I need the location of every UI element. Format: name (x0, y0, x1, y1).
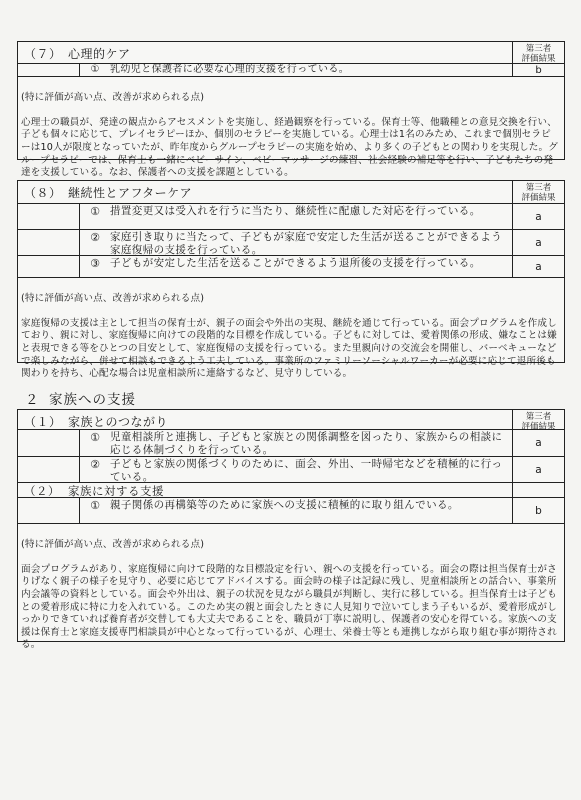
section-7-header (18, 42, 512, 63)
section-2-title: 家族への支援 (49, 392, 136, 408)
criterion-text: 乳幼児と保護者に必要な心理的支援を行っている。 (110, 64, 350, 75)
eval-result: a (512, 230, 564, 255)
eval-result: a (512, 430, 564, 456)
eval-header: 第三者 評価結果 (512, 181, 564, 203)
eval-result: a (512, 204, 564, 229)
section-8-number: （８） (24, 186, 62, 200)
criterion-number: ① (90, 64, 100, 75)
comment-body: 面会プログラムがあり、家庭復帰に向けて段階的な目標設定を行い、親への支援を行っている。面会の際は担当保育士がさりげなく親子の様子を見守り、必要に応じてアドバイスする。面会時の様子は記録に残し、児童相談所との話合い、事業所内会議等の資料としている。面会や外出は、親子の状況を見ながら職員が判断し、実行に移している。担当保育士は子どもとの愛着形成に特に力を入れている。このため実の親と面会したときに人見知りで泣いてしまう子もいるが、愛着形成がしっかりできていれば養育者が交替しても大丈夫であることを、職員が丁寧に説明し、保護者の安心を得ている。家族への支援は保育士と家庭支援専門相談員が中心となって行っているが、心理士、栄養士等とも連携しながら取り組む事が期待される。 (21, 563, 557, 651)
criterion-number: ② (90, 231, 100, 244)
section-8-table (17, 180, 565, 380)
comment-heading: (特に評価が高い点、改善が求められる点) (21, 292, 205, 304)
eval-result: a (512, 457, 564, 482)
criterion-row (18, 457, 512, 482)
criterion-row (18, 64, 512, 76)
eval-result: b (512, 498, 564, 523)
criterion-text: 子どもが安定した生活を送ることができるよう退所後の支援を行っている。 (110, 257, 481, 269)
criterion-number: ② (90, 458, 100, 471)
section-2-2-title: 家族に対する支援 (68, 484, 164, 498)
section-7-title: 心理的ケア (68, 47, 131, 61)
section-2-1-title: 家族とのつながり (68, 415, 169, 429)
criterion-text: 子どもと家族の関係づくりのために、面会、外出、一時帰宅などを積極的に行っている。 (110, 458, 503, 483)
section-2-1-header (18, 410, 512, 429)
eval-header: 第三者 評価結果 (512, 42, 564, 63)
criterion-row (18, 256, 512, 277)
criterion-row (18, 430, 512, 456)
section-8-title: 継続性とアフターケア (68, 186, 193, 200)
section-8-header (18, 181, 512, 203)
criterion-number: ① (90, 499, 100, 512)
comment-body: 家庭復帰の支援は主として担当の保育士が、親子の面会や外出の実現、継続を通じて行っている。面会プログラムを作成しており、親に対し、家庭復帰に向けての段階的な目標を作成している。子どもに対しては、愛着関係の形成、嫌なことは嫌と表現できる等をひとつの目安として、家庭復帰の支援を行っている。また里親向けの交流会を開催し、バーベキューなどで楽しみながら、併せて相談もできるよう工夫している。事業所のファミリーソーシャルワーカーが必要に応じて退所後も関わりを持ち、心配な場合は児童相談所に連絡するなど、見守りしている。 (21, 317, 557, 380)
evaluation-comment (18, 278, 564, 380)
section-2-2-header (18, 483, 512, 497)
section-7-table (17, 41, 565, 179)
criterion-text: 親子関係の再構築等のために家族への支援に積極的に取り組んでいる。 (110, 499, 459, 511)
section-2-2-number: （２） (24, 484, 60, 498)
criterion-row (18, 204, 512, 229)
eval-result: a (512, 256, 564, 277)
evaluation-comment (18, 524, 564, 651)
eval-header: 第三者 評価結果 (512, 410, 564, 429)
criterion-number: ① (90, 431, 100, 444)
criterion-row (18, 498, 512, 523)
criterion-row (18, 230, 512, 255)
section-2-1-number: （１） (24, 415, 62, 429)
eval-result: b (512, 64, 564, 76)
criterion-text: 措置変更又は受入れを行うに当たり、継続性に配慮した対応を行っている。 (110, 205, 481, 217)
criterion-text: 児童相談所と連携し、子どもと家族との関係調整を図ったり、家族からの相談に応じる体制づくりを行っている。 (110, 431, 503, 456)
criterion-number: ① (90, 205, 100, 218)
section-2-number: ２ (25, 392, 40, 408)
section-2-heading (25, 388, 136, 408)
section-2-table (17, 409, 565, 651)
comment-heading: (特に評価が高い点、改善が求められる点) (21, 538, 205, 550)
comment-heading: (特に評価が高い点、改善が求められる点) (21, 91, 205, 103)
criterion-number: ③ (90, 257, 100, 270)
comment-body: 心理士の職員が、発達の観点からアセスメントを実施し、経過観察を行っている。保育士等、他職種との意見交換を行い、子ども個々に応じて、プレイセラピーほか、個別のセラピーを実施している。心理士は1名のみため、これまで個別セラピーは10人が限度となっていたが、昨年度からグループセラピーの実施を始め、より多くの子どもとの関わりを実現した。グループセラピーでは、保育士も一緒にベビーサイン、ベビーマッサージの練習、社会経験の補足等を行い、子どもたちの発達を支援している。なお、保護者への支援を課題としている。 (21, 116, 559, 179)
section-7-number: （７） (24, 47, 62, 61)
evaluation-comment (18, 77, 564, 179)
criterion-text: 家庭引き取りに当たって、子どもが家庭で安定した生活が送ることができるよう家庭復帰の支援を行っている。 (110, 231, 503, 256)
